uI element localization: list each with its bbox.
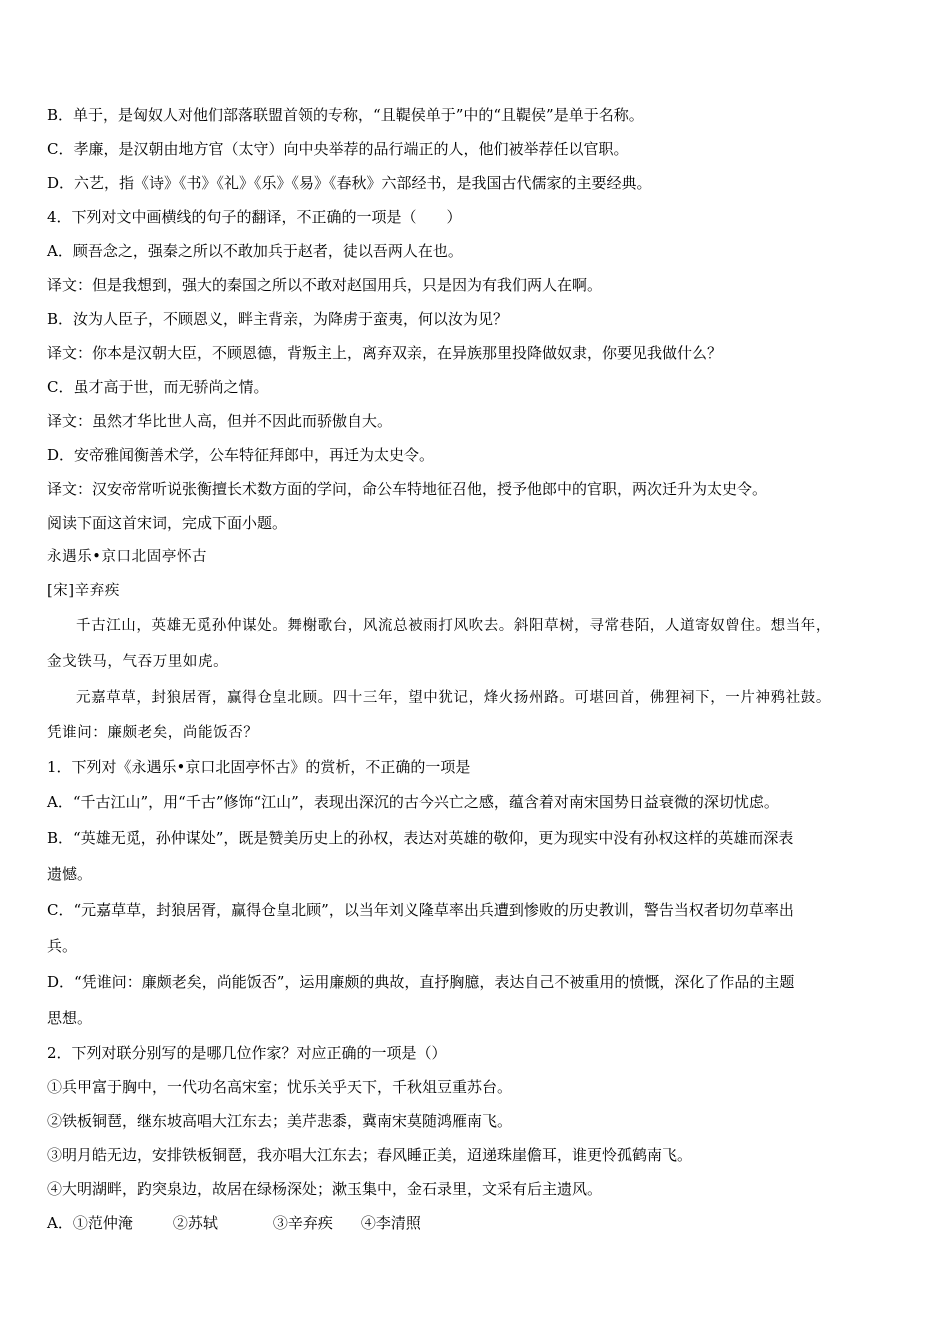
q2-option-a-choice-1: ①范仲淹	[72, 1214, 133, 1232]
question-1-stem: 1．下列对《永遇乐•京口北固亭怀古》的赏析，不正确的一项是	[47, 758, 471, 776]
couplet-4: ④大明湖畔，趵突泉边，故居在绿杨深处；漱玉集中，金石录里，文采有后主遗风。	[47, 1180, 603, 1198]
q4-option-c: C．虽才高于世，而无骄尚之情。	[47, 378, 269, 396]
poem-title: 永遇乐•京口北固亭怀古	[47, 549, 208, 565]
question-2-stem: 2．下列对联分别写的是哪几位作家？对应正确的一项是（）	[47, 1044, 447, 1062]
reading-instruction: 阅读下面这首宋词，完成下面小题。	[47, 514, 288, 532]
option-d-text: D．六艺，指《诗》《书》《礼》《乐》《易》《春秋》六部经书，是我国古代儒家的主要经典。	[47, 174, 652, 192]
poem-author: [宋]辛弃疾	[47, 583, 120, 599]
q4-option-c-translation: 译文：虽然才华比世人高，但并不因此而骄傲自大。	[47, 412, 393, 430]
couplet-1: ①兵甲富于胸中，一代功名高宋室；忧乐关乎天下，千秋俎豆重苏台。	[47, 1078, 513, 1096]
couplet-2: ②铁板铜琶，继东坡高唱大江东去；美芹悲黍，冀南宋莫随鸿雁南飞。	[47, 1112, 513, 1130]
q4-option-d-translation: 译文：汉安帝常听说张衡擅长术数方面的学问，命公车特地征召他，授予他郎中的官职，两次迁升为太史令。	[47, 480, 768, 498]
q2-option-a	[47, 1206, 917, 1240]
q2-option-a-choice-3: ③辛弃疾	[272, 1214, 333, 1232]
q1-option-c-line-2: 兵。	[47, 937, 78, 955]
q1-option-d-line-1: D．“凭谁问：廉颇老矣，尚能饭否”，运用廉颇的典故，直抒胸臆，表达自己不被重用的愤慨，深化了作品的主题	[47, 973, 795, 991]
option-c-text: C．孝廉，是汉朝由地方官（太守）向中央举荐的品行端正的人，他们被举荐任以官职。	[47, 140, 629, 158]
q2-option-a-choice-4: ④李清照	[360, 1214, 421, 1232]
q4-option-a: A．顾吾念之，强秦之所以不敢加兵于赵者，徒以吾两人在也。	[47, 242, 463, 260]
q4-option-d: D．安帝雅闻衡善术学，公车特征拜郎中，再迁为太史令。	[47, 446, 435, 464]
q4-option-b: B．汝为人臣子，不顾恩义，畔主背亲，为降虏于蛮夷，何以汝为见？	[47, 310, 509, 328]
q1-option-a: A．“千古江山”，用“千古”修饰“江山”，表现出深沉的古今兴亡之感，蕴含着对南宋国势日益衰微的深切忧虑。	[47, 793, 779, 811]
poem-stanza-1-line-1: 千古江山，英雄无觅孙仲谋处。舞榭歌台，风流总被雨打风吹去。斜阳草树，寻常巷陌，人道寄奴曾住。想当年，	[76, 618, 831, 634]
question-4-stem: 4．下列对文中画横线的句子的翻译，不正确的一项是（ ）	[47, 208, 462, 226]
couplet-3: ③明月皓无边，安排铁板铜琶，我亦唱大江东去；春风睡正美，迢递珠崖儋耳，谁更怜孤鹤南飞。	[47, 1146, 693, 1164]
option-b-text: B．单于，是匈奴人对他们部落联盟首领的专称，“且鞮侯单于”中的“且鞮侯”是单于名称。	[47, 106, 644, 124]
q2-option-a-prefix: A．	[47, 1214, 73, 1232]
q4-option-a-translation: 译文：但是我想到，强大的秦国之所以不敢对赵国用兵，只是因为有我们两人在啊。	[47, 276, 603, 294]
document-page	[47, 98, 917, 1240]
q1-option-d-line-2: 思想。	[47, 1009, 93, 1027]
poem-stanza-2-line-2: 凭谁问：廉颇老矣，尚能饭否？	[47, 725, 259, 741]
q2-option-a-choice-2: ②苏轼	[172, 1214, 218, 1232]
q1-option-b-line-1: B．“英雄无觅，孙仲谋处”，既是赞美历史上的孙权，表达对英雄的敬仰，更为现实中没有孙权这样的英雄而深表	[47, 829, 794, 847]
poem-stanza-1-line-2: 金戈铁马，气吞万里如虎。	[47, 654, 229, 670]
q1-option-b-line-2: 遗憾。	[47, 865, 93, 883]
q4-option-b-translation: 译文：你本是汉朝大臣，不顾恩德，背叛主上，离弃双亲，在异族那里投降做奴隶，你要见我做什么？	[47, 344, 723, 362]
q1-option-c-line-1: C．“元嘉草草，封狼居胥，赢得仓皇北顾”，以当年刘义隆草率出兵遭到惨败的历史教训，警告当权者切勿草率出	[47, 901, 794, 919]
poem-stanza-2-line-1: 元嘉草草，封狼居胥，赢得仓皇北顾。四十三年，望中犹记，烽火扬州路。可堪回首，佛狸祠下，一片神鸦社鼓。	[76, 690, 831, 706]
